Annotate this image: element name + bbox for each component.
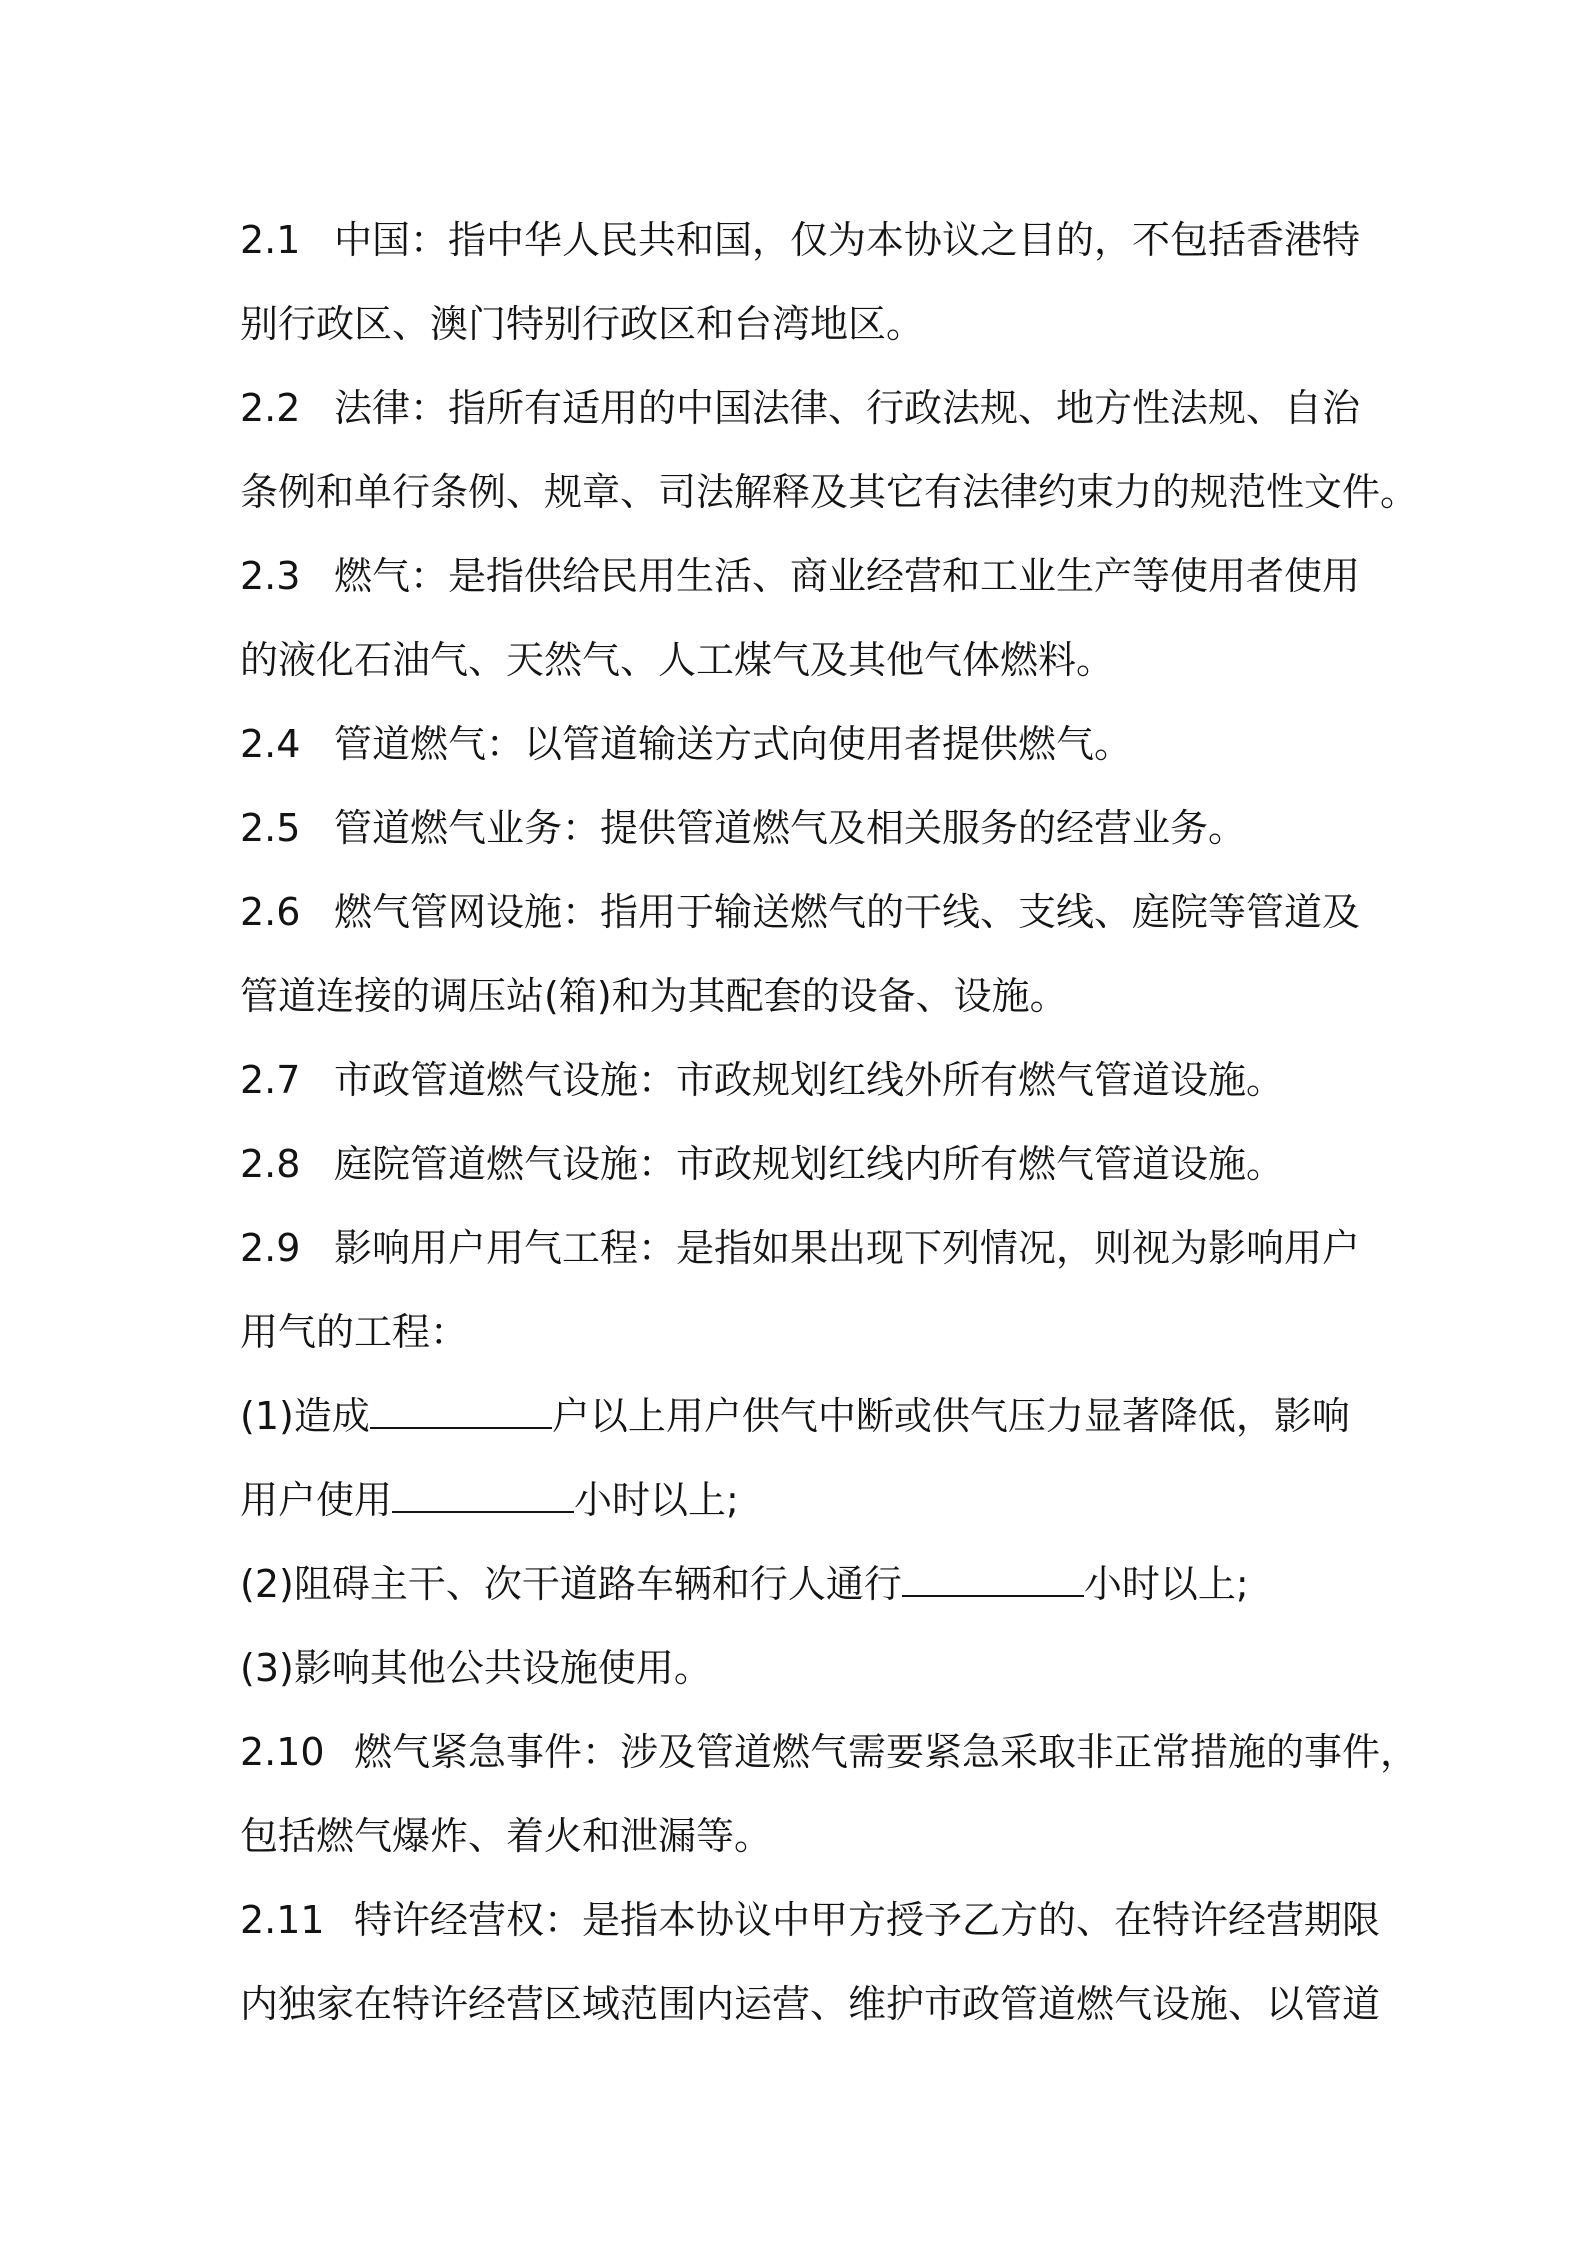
item-text: 户以上用户供气中断或供气压力显著降低，影响 — [551, 1394, 1350, 1438]
clause-2-11-line1 — [240, 1878, 1381, 1962]
clause-2-4 — [240, 702, 1360, 786]
item-1-line2 — [240, 1458, 1360, 1542]
clause-text: 管道燃气：以管道输送方式向使用者提供燃气。 — [334, 722, 1133, 766]
clause-number: 2.4 — [240, 722, 301, 766]
clause-number: 2.1 — [240, 218, 301, 262]
clause-number: 2.3 — [240, 554, 301, 598]
clause-text: 管道燃气业务：提供管道燃气及相关服务的经营业务。 — [334, 806, 1247, 850]
clause-number: 2.9 — [240, 1226, 301, 1270]
fill-in-blank — [370, 1399, 552, 1429]
clause-2-5 — [240, 786, 1360, 870]
document-page — [240, 198, 1419, 2046]
clause-number: 2.5 — [240, 806, 301, 850]
item-3: (3)影响其他公共设施使用。 — [240, 1646, 712, 1690]
clause-number: 2.8 — [240, 1142, 301, 1186]
item-text: 小时以上; — [1083, 1562, 1249, 1606]
item-text: (1)造成 — [240, 1394, 370, 1438]
clause-text: 影响用户用气工程：是指如果出现下列情况，则视为影响用户 — [334, 1226, 1361, 1270]
clause-text: 中国：指中华人民共和国，仅为本协议之目的，不包括香港特 — [334, 218, 1361, 262]
clause-2-11-line2: 内独家在特许经营区域范围内运营、维护市政管道燃气设施、以管道 — [240, 1982, 1381, 2026]
clause-text: 市政管道燃气设施：市政规划红线外所有燃气管道设施。 — [334, 1058, 1285, 1102]
clause-2-10-line2: 包括燃气爆炸、着火和泄漏等。 — [240, 1814, 773, 1858]
clause-number: 2.2 — [240, 386, 301, 430]
clause-2-7 — [240, 1038, 1360, 1122]
clause-2-2-line2: 条例和单行条例、规章、司法解释及其它有法律约束力的规范性文件。 — [240, 470, 1419, 514]
clause-2-6-line1 — [240, 870, 1360, 954]
clause-2-9-line1 — [240, 1206, 1360, 1290]
clause-text: 燃气：是指供给民用生活、商业经营和工业生产等使用者使用 — [334, 554, 1361, 598]
clause-text: 燃气管网设施：指用于输送燃气的干线、支线、庭院等管道及 — [334, 890, 1361, 934]
clause-2-1-line2: 别行政区、澳门特别行政区和台湾地区。 — [240, 302, 925, 346]
clause-text: 特许经营权：是指本协议中甲方授予乙方的、在特许经营期限 — [354, 1898, 1381, 1942]
clause-2-8 — [240, 1122, 1360, 1206]
item-2 — [240, 1542, 1360, 1626]
item-1-line1 — [240, 1374, 1360, 1458]
clause-2-1-line1 — [240, 198, 1360, 282]
clause-2-9-line2: 用气的工程： — [240, 1310, 469, 1354]
clause-2-6-line2: 管道连接的调压站(箱)和为其配套的设备、设施。 — [240, 974, 1068, 1018]
fill-in-blank — [392, 1483, 574, 1513]
clause-2-2-line1 — [240, 366, 1360, 450]
clause-text: 燃气紧急事件：涉及管道燃气需要紧急采取非正常措施的事件， — [354, 1730, 1419, 1774]
item-text: 用户使用 — [240, 1478, 393, 1522]
clause-number: 2.7 — [240, 1058, 301, 1102]
clause-text: 法律：指所有适用的中国法律、行政法规、地方性法规、自治 — [334, 386, 1361, 430]
clause-text: 庭院管道燃气设施：市政规划红线内所有燃气管道设施。 — [334, 1142, 1285, 1186]
item-text: 小时以上; — [574, 1478, 739, 1522]
clause-2-3-line1 — [240, 534, 1360, 618]
clause-number: 2.10 — [240, 1730, 325, 1774]
clause-number: 2.6 — [240, 890, 301, 934]
clause-2-3-line2: 的液化石油气、天然气、人工煤气及其他气体燃料。 — [240, 638, 1115, 682]
clause-number: 2.11 — [240, 1898, 325, 1942]
fill-in-blank — [902, 1567, 1084, 1597]
item-text: (2)阻碍主干、次干道路车辆和行人通行 — [240, 1562, 902, 1606]
clause-2-10-line1 — [240, 1710, 1419, 1794]
